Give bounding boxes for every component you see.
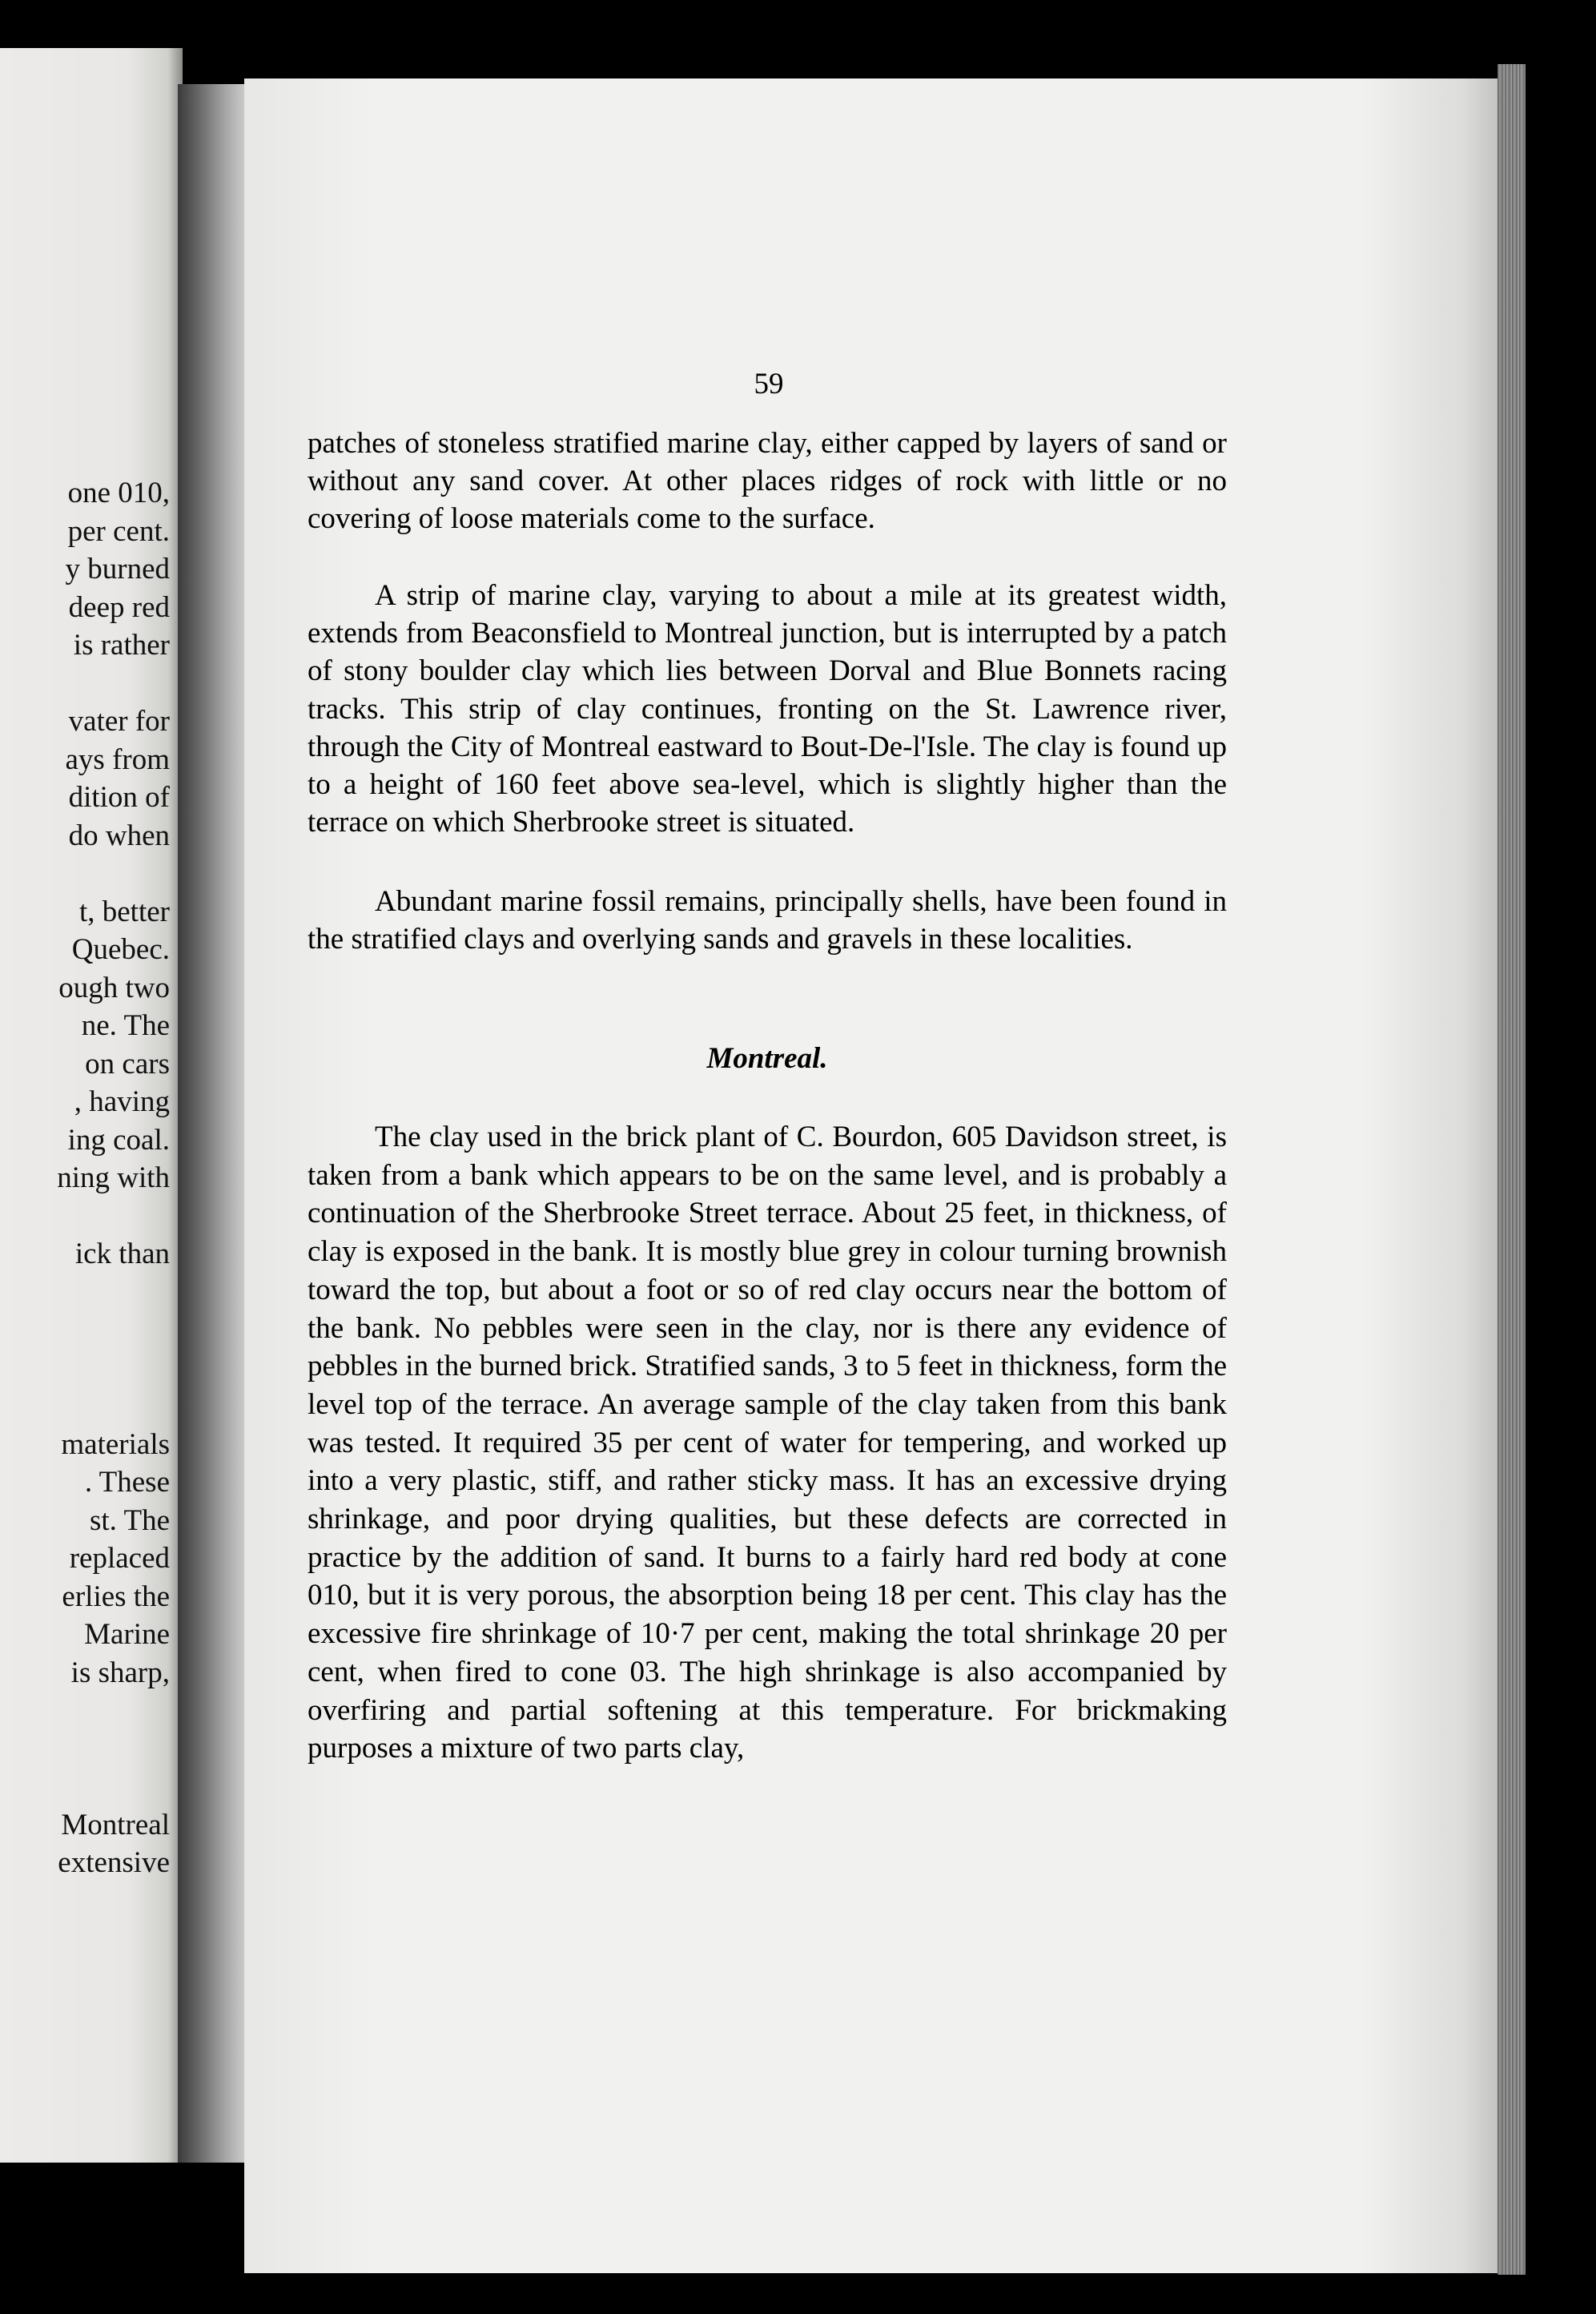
section-heading: Montreal. xyxy=(706,1042,828,1075)
paragraph-2: A strip of marine clay, varying to about a mile at its greatest width, extends from Beaconsfield to Montreal junction, but is interrupted by a patch of stony boulder clay which lies between Dorval and Blue Bonnets racing tracks. This strip of clay continues, fronting on the St. Lawrence river, through the City of Montreal eastward to Bout-De-l'Isle. The clay is found up to a height of 160 feet above sea-level, which is slightly higher than the terrace on which Sherbrooke street is situated. xyxy=(308,579,1227,839)
left-page-line: . These xyxy=(84,1466,170,1499)
left-page-line: is sharp, xyxy=(70,1656,170,1689)
paragraph-3: Abundant marine fossil remains, principally shells, have been found in the stratified clays and overlying sands and gravels in these localities. xyxy=(308,885,1227,956)
left-page-line: , having xyxy=(74,1085,170,1118)
left-page-blank-line xyxy=(0,1311,170,1350)
left-page xyxy=(0,48,183,2163)
left-page-line: Marine xyxy=(84,1618,170,1651)
left-page-line: vater for xyxy=(68,705,170,738)
paragraph-1: patches of stoneless stratified marine clay, either capped by layers of sand or without any sand cover. At other places ridges of rock with little or no covering of loose materials come to the surface. xyxy=(308,427,1227,536)
left-page-line: t, better xyxy=(78,895,170,928)
left-page-blank-line xyxy=(0,1692,170,1730)
left-page-blank-line xyxy=(0,1350,170,1388)
left-page-blank-line xyxy=(0,855,170,893)
left-page-line: st. The xyxy=(89,1503,170,1537)
left-page-line: ning with xyxy=(57,1161,170,1194)
page-edge xyxy=(1498,64,1526,2275)
left-page-line: on cars xyxy=(85,1047,170,1081)
left-page-line: y burned xyxy=(65,553,170,586)
left-page-line: Quebec. xyxy=(71,933,170,966)
left-page-blank-line xyxy=(0,1768,170,1806)
left-page-blank-line xyxy=(0,1387,170,1426)
left-page-blank-line xyxy=(0,1730,170,1769)
left-page-line: ough two xyxy=(58,971,170,1004)
left-page-blank-line xyxy=(0,665,170,703)
left-page-line: erlies the xyxy=(62,1580,170,1613)
left-page-line: extensive xyxy=(58,1846,170,1879)
left-page-line: per cent. xyxy=(67,514,170,548)
left-page-blank-line xyxy=(0,1197,170,1236)
page-number: 59 xyxy=(754,368,784,400)
left-page-line: deep red xyxy=(68,590,170,624)
left-page-line: is rather xyxy=(73,629,170,662)
left-page-line: replaced xyxy=(69,1542,170,1575)
left-page-line: ing coal. xyxy=(67,1123,170,1157)
paragraph-4: The clay used in the brick plant of C. Bourdon, 605 Davidson street, is taken from a bank which appears to be on the same level, and is probably a continuation of the Sherbrooke Street terrace. About 25 feet, in thickness, of clay is exposed in the bank. It is mostly blue grey in colour turning brownish toward the top, but about a foot or so of red clay occurs near the bottom of the bank. No pebbles were seen in the clay, nor is there any evidence of pebbles in the burned brick. Stratified sands, 3 to 5 feet in thickness, form the level top of the terrace. An average sample of the clay taken from this bank was tested. It required 35 per cent of water for tempering, and worked up into a very plastic, stiff, and rather sticky mass. It has an excessive drying shrinkage, and poor drying qualities, but these defects are corrected in practice by the addition of sand. It burns to a fairly hard red body at cone 010, but it is very porous, the absorption being 18 per cent. This clay has the excessive fire shrinkage of 10·7 per cent, making the total shrinkage 20 per cent, when fired to cone 03. The high shrinkage is also accompanied by overfiring and partial softening at this temperature. For brickmaking purposes a mixture of two parts clay, xyxy=(308,1121,1227,1765)
left-page-text xyxy=(0,474,170,1882)
left-page-line: materials xyxy=(61,1427,170,1461)
left-page-line: one 010, xyxy=(67,477,170,509)
left-page-line: do when xyxy=(68,819,170,852)
left-page-blank-line xyxy=(0,1274,170,1312)
left-page-line: ick than xyxy=(74,1237,170,1270)
left-page-line: ne. The xyxy=(81,1009,170,1042)
left-page-line: ays from xyxy=(65,742,170,776)
left-page-line: dition of xyxy=(68,781,170,814)
left-page-line: Montreal xyxy=(61,1808,170,1841)
